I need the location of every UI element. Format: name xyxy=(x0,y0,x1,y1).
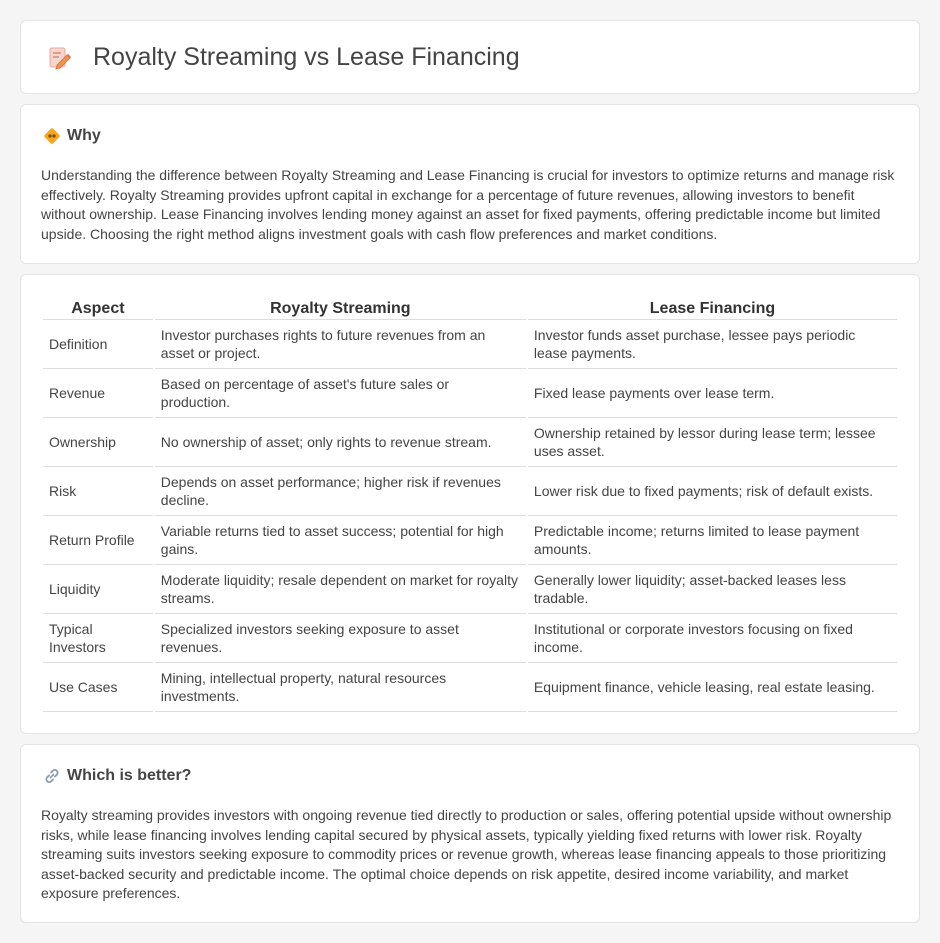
title-row xyxy=(45,43,520,72)
aspect-cell: Typical Investors xyxy=(43,614,153,663)
lease-cell: Fixed lease payments over lease term. xyxy=(528,369,897,418)
royalty-cell: Variable returns tied to asset success; potential for high gains. xyxy=(155,516,526,565)
diamond-sign-icon xyxy=(43,127,61,145)
lease-cell: Investor funds asset purchase, lessee pays periodic lease payments. xyxy=(528,320,897,369)
why-title: Why xyxy=(67,127,101,144)
aspect-cell: Use Cases xyxy=(43,663,153,712)
better-title: Which is better? xyxy=(67,767,192,784)
why-text: Understanding the difference between Royalty Streaming and Lease Financing is crucial for investors to optimize returns and manage risk effectively. Royalty Streaming provides upfront capital in exchange for a percentage of future revenues, allowing investors to benefit without ownership. Lease Financing involves lending money against an asset for fixed payments, offering predictable income but limited upside. Choosing the right method aligns investment goals with cash flow preferences and market conditions. xyxy=(41,167,895,242)
aspect-cell: Definition xyxy=(43,320,153,369)
table-row xyxy=(43,369,897,418)
aspect-cell: Liquidity xyxy=(43,565,153,614)
lease-cell: Institutional or corporate investors focusing on fixed income. xyxy=(528,614,897,663)
lease-cell: Ownership retained by lessor during lease term; lessee uses asset. xyxy=(528,418,897,467)
table-row xyxy=(43,663,897,712)
table-row xyxy=(43,467,897,516)
aspect-cell: Risk xyxy=(43,467,153,516)
why-card xyxy=(20,104,920,264)
royalty-cell: Mining, intellectual property, natural resources investments. xyxy=(155,663,526,712)
royalty-cell: Moderate liquidity; resale dependent on market for royalty streams. xyxy=(155,565,526,614)
royalty-cell: Specialized investors seeking exposure to asset revenues. xyxy=(155,614,526,663)
lease-cell: Lower risk due to fixed payments; risk of default exists. xyxy=(528,467,897,516)
comparison-table xyxy=(41,295,899,712)
page-title: Royalty Streaming vs Lease Financing xyxy=(93,43,520,71)
royalty-cell: Depends on asset performance; higher risk if revenues decline. xyxy=(155,467,526,516)
title-card xyxy=(20,20,920,94)
aspect-cell: Return Profile xyxy=(43,516,153,565)
why-heading xyxy=(43,127,101,145)
comparison-card xyxy=(20,274,920,734)
which-is-better-card xyxy=(20,744,920,923)
royalty-cell: Investor purchases rights to future revenues from an asset or project. xyxy=(155,320,526,369)
table-row xyxy=(43,516,897,565)
aspect-cell: Ownership xyxy=(43,418,153,467)
aspect-cell: Revenue xyxy=(43,369,153,418)
table-header-row xyxy=(43,295,897,320)
royalty-cell: No ownership of asset; only rights to revenue stream. xyxy=(155,418,526,467)
table-row xyxy=(43,565,897,614)
better-heading xyxy=(43,767,191,785)
lease-cell: Predictable income; returns limited to lease payment amounts. xyxy=(528,516,897,565)
better-text: Royalty streaming provides investors with ongoing revenue tied directly to production or sales, offering potential upside without ownership risks, while lease financing involves lending capital secured by physical assets, typically yielding fixed returns with lower risk. Royalty streaming suits investors seeking exposure to commodity prices or revenue growth, whereas lease financing appeals to those prioritizing asset-backed security and predictable income. The optimal choice depends on risk appetite, desired income variability, and market exposure preferences. xyxy=(41,807,892,901)
document-pencil-icon xyxy=(45,44,73,72)
lease-cell: Generally lower liquidity; asset-backed leases less tradable. xyxy=(528,565,897,614)
lease-cell: Equipment finance, vehicle leasing, real estate leasing. xyxy=(528,663,897,712)
header-lease-financing: Lease Financing xyxy=(528,295,897,320)
royalty-cell: Based on percentage of asset's future sales or production. xyxy=(155,369,526,418)
table-row xyxy=(43,418,897,467)
table-row xyxy=(43,614,897,663)
table-row xyxy=(43,320,897,369)
header-royalty-streaming: Royalty Streaming xyxy=(155,295,526,320)
header-aspect: Aspect xyxy=(43,295,153,320)
link-icon xyxy=(43,767,61,785)
